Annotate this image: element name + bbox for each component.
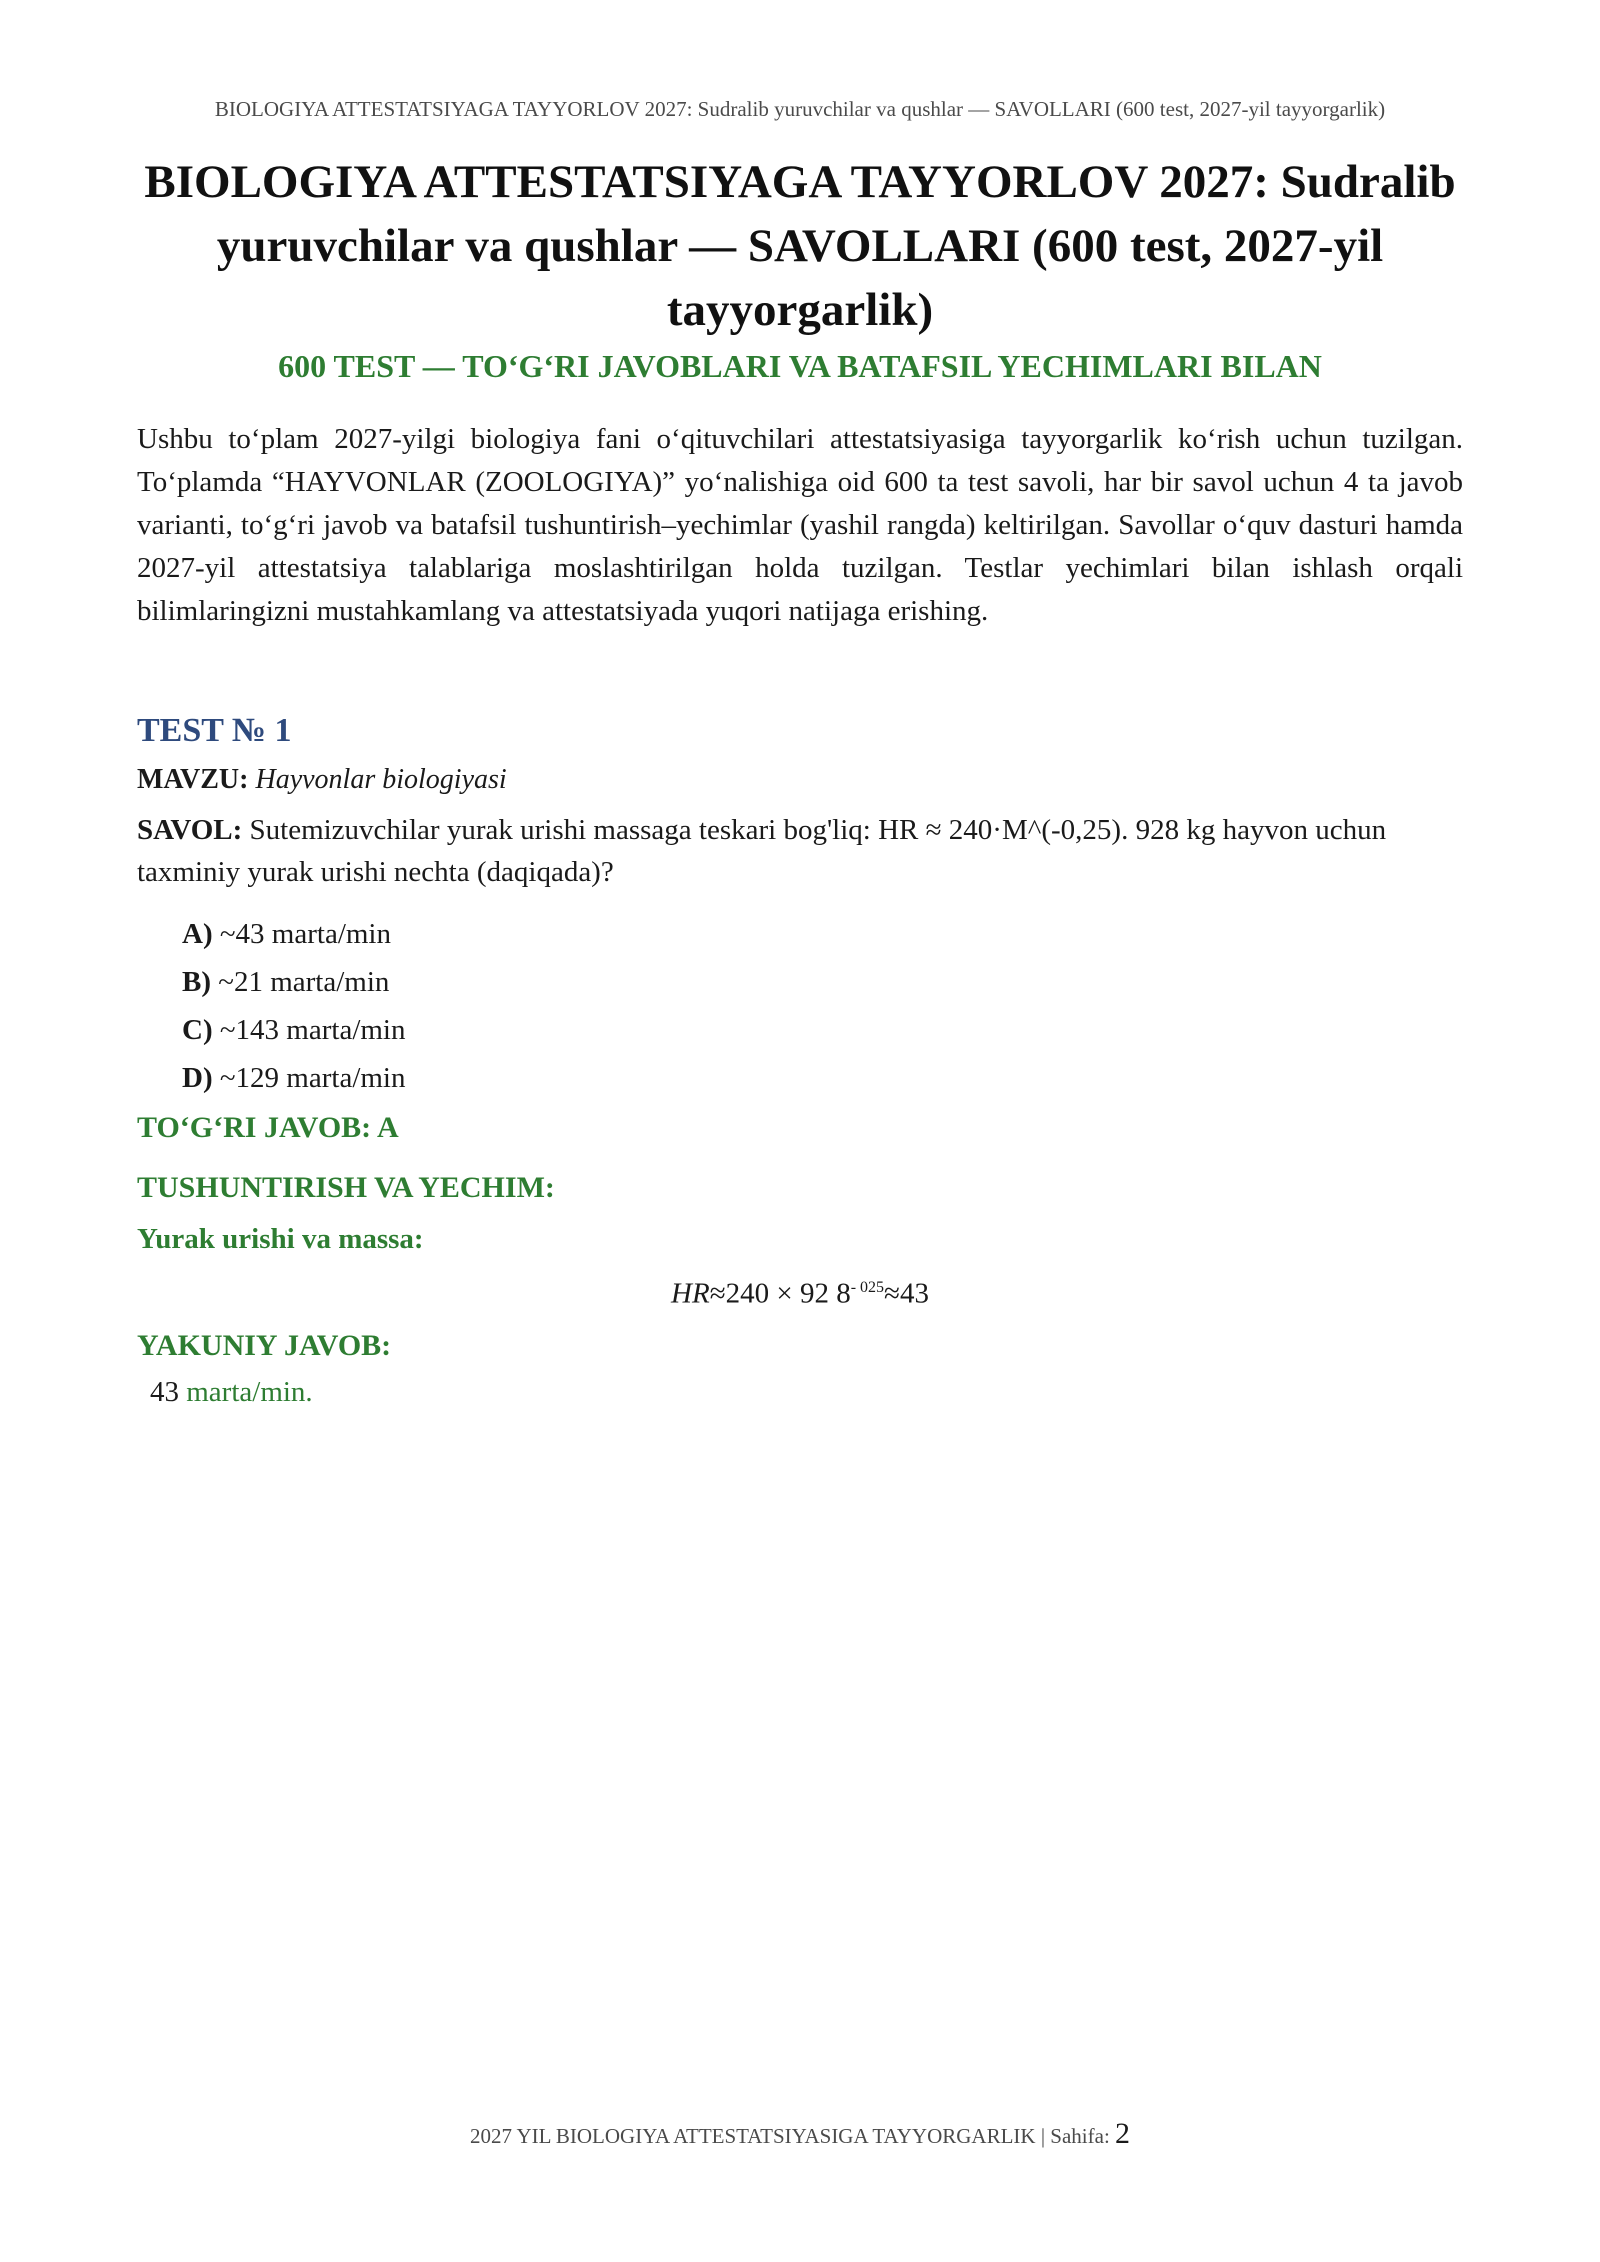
question-text: Sutemizuvchilar yurak urishi massaga teskari bog'liq: HR ≈ 240·M^(-0,25). 928 kg hayvon uchun taxminiy yurak urishi nechta (daqiqada)? xyxy=(137,814,1387,888)
test-number-heading: TEST № 1 xyxy=(137,712,292,749)
final-value: 43 xyxy=(150,1376,179,1408)
footer-page-label: Sahifa: xyxy=(1050,2124,1110,2148)
option-text: ~21 marta/min xyxy=(218,966,390,998)
answer-options xyxy=(182,910,406,1102)
formula-times: × xyxy=(776,1277,793,1310)
explanation-subheading: Yurak urishi va massa: xyxy=(137,1223,424,1255)
option-text: ~129 marta/min xyxy=(219,1062,406,1094)
option-key: B) xyxy=(182,966,211,998)
document-subtitle: 600 TEST — TO‘G‘RI JAVOBLARI VA BATAFSIL YECHIMLARI BILAN xyxy=(278,348,1322,384)
explanation-heading: TUSHUNTIRISH VA YECHIM: xyxy=(137,1171,555,1204)
option-d xyxy=(182,1054,406,1102)
option-b xyxy=(182,958,406,1006)
topic-label: MAVZU: xyxy=(137,764,249,795)
option-text: ~43 marta/min xyxy=(219,918,391,950)
page-number: 2 xyxy=(1115,2117,1131,2150)
formula-result: 43 xyxy=(899,1277,929,1310)
correct-answer: TO‘G‘RI JAVOB: A xyxy=(137,1111,399,1144)
formula-approx: ≈ xyxy=(884,1277,900,1310)
option-a xyxy=(182,910,406,958)
formula-lhs: HR xyxy=(671,1277,710,1310)
intro-paragraph: Ushbu to‘plam 2027-yilgi biologiya fani o‘qituvchilari attestatsiyasiga tayyorgarlik ko‘rish uchun tuzilgan. To‘plamda “HAYVONLAR (ZOOLOGIYA)” yo‘nalishiga oid 600 ta test savoli, har bir savol uchun 4 ta javob varianti, to‘g‘ri javob va batafsil tushuntirish–yechimlar (yashil rangda) keltirilgan. Savollar o‘quv dasturi hamda 2027-yil attestatsiya talablariga moslashtirilgan holda tuzilgan. Testlar yechimlari bilan ishlash orqali bilimlaringizni mustahkamlang va attestatsiyada yuqori natijaga erishing. xyxy=(137,423,1463,627)
footer-separator: | xyxy=(1040,2124,1046,2148)
formula-factor: 240 xyxy=(725,1277,770,1310)
question-label: SAVOL: xyxy=(137,814,243,846)
option-key: C) xyxy=(182,1014,213,1046)
topic-line xyxy=(137,762,507,798)
topic-value: Hayvonlar biologiyasi xyxy=(255,764,507,795)
option-text: ~143 marta/min xyxy=(219,1014,406,1046)
running-header: BIOLOGIYA ATTESTATSIYAGA TAYYORLOV 2027: Sudralib yuruvchilar va qushlar — SAVOLLARI (600 test, 2027-yil tayyorgarlik) xyxy=(214,97,1386,121)
final-unit: marta/min. xyxy=(186,1376,313,1408)
option-c xyxy=(182,1006,406,1054)
option-key: D) xyxy=(182,1062,213,1094)
formula-base: 92 8 xyxy=(799,1277,851,1310)
page-footer xyxy=(0,2118,1600,2152)
final-answer-heading: YAKUNIY JAVOB: xyxy=(137,1329,392,1362)
footer-text: 2027 YIL BIOLOGIYA ATTESTATSIYASIGA TAYYORGARLIK xyxy=(469,2124,1036,2148)
question-block xyxy=(137,809,1463,893)
document-title: BIOLOGIYA ATTESTATSIYAGA TAYYORLOV 2027: Sudralib yuruvchilar va qushlar — SAVOLLARI (600 test, 2027-yil tayyorgarlik) xyxy=(144,156,1456,336)
formula-approx: ≈ xyxy=(709,1277,726,1310)
formula xyxy=(0,1268,1600,1314)
final-answer xyxy=(150,1372,313,1412)
option-key: A) xyxy=(182,918,213,950)
formula-exponent: - 025 xyxy=(850,1279,885,1296)
